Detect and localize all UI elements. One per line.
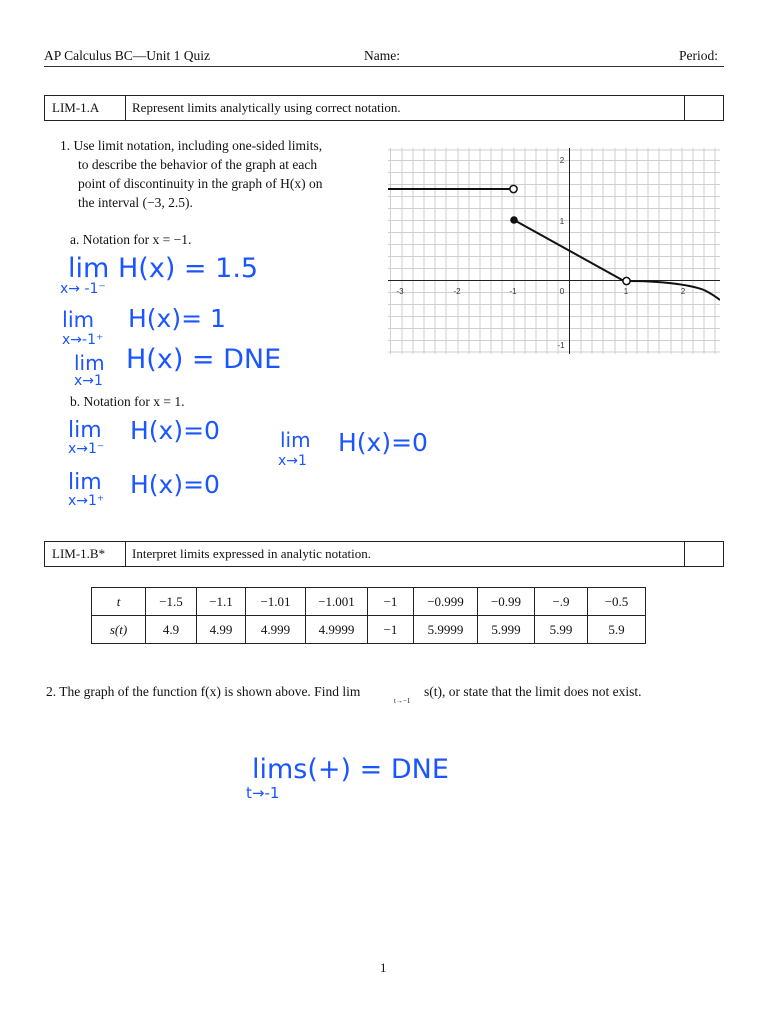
y-tick-label: 2 (559, 156, 565, 165)
period-label: Period: (679, 48, 718, 63)
answer-b3-sub: x→1 (278, 453, 307, 469)
answer-b1-lim: lim (68, 418, 102, 443)
answer-b2-sub: x→1⁺ (68, 493, 105, 509)
table-cell: −1.01 (246, 588, 306, 616)
x-tick-label: -2 (453, 287, 461, 296)
objective-description: Represent limits analytically using correct notation. (126, 96, 685, 120)
question-2-text-start: 2. The graph of the function f(x) is shown above. Find lim (46, 684, 361, 699)
answer-b3-lim: lim (280, 428, 311, 452)
table-cell: −0.99 (478, 588, 535, 616)
table-cell: s(t) (92, 616, 146, 644)
table-cell: t (92, 588, 146, 616)
answer-b3-expr: H(x)=0 (338, 428, 428, 457)
table-cell: 5.9999 (414, 616, 478, 644)
quiz-title: AP Calculus BC—Unit 1 Quiz (44, 48, 211, 63)
table-cell: 4.9999 (306, 616, 368, 644)
question-2-text-end: s(t), or state that the limit does not exist. (424, 684, 642, 699)
answer-b1-expr: H(x)=0 (130, 416, 220, 445)
table-cell: −1.1 (197, 588, 246, 616)
score-box (685, 96, 723, 120)
x-tick-label: 1 (623, 287, 629, 296)
table-cell: 4.999 (246, 616, 306, 644)
table-cell: 5.999 (478, 616, 535, 644)
part-b-prompt: b. Notation for x = 1. (70, 394, 185, 409)
answer-b2-expr: H(x)=0 (130, 470, 220, 499)
table-cell: −1 (368, 616, 414, 644)
table-cell: −1.5 (146, 588, 197, 616)
page-number: 1 (380, 960, 387, 975)
open-point-right (623, 277, 630, 284)
score-box (685, 542, 723, 566)
table-cell: −.9 (535, 588, 588, 616)
open-point-left (510, 185, 517, 192)
table-cell: −1.001 (306, 588, 368, 616)
question-2-lim-subscript: t→−1 (394, 697, 411, 705)
answer-a2-lim: lim (62, 308, 95, 332)
table-cell: 5.99 (535, 616, 588, 644)
h-curve-right (628, 281, 720, 300)
question-1-line-3: point of discontinuity in the graph of H(x) on (78, 176, 323, 191)
answer-a3-expr: H(x) = DNE (126, 344, 282, 375)
x-tick-label: 2 (680, 287, 686, 296)
question-1-line-2: to describe the behavior of the graph at each (78, 157, 318, 172)
table-cell: 5.9 (588, 616, 646, 644)
table-row (92, 616, 646, 644)
objective-code: LIM-1.A (45, 96, 126, 120)
answer-2-expr: lims(+) = DNE (252, 754, 449, 785)
closed-point (510, 216, 518, 224)
y-tick-label: 1 (559, 217, 565, 226)
answer-a2-sub: x→-1⁺ (62, 332, 104, 348)
question-1-line-4: the interval (−3, 2.5). (78, 195, 193, 210)
table-cell: 4.99 (197, 616, 246, 644)
table-cell: −0.5 (588, 588, 646, 616)
part-a-prompt: a. Notation for x = −1. (70, 232, 192, 247)
table-cell: −1 (368, 588, 414, 616)
objective-description: Interpret limits expressed in analytic notation. (126, 542, 685, 566)
answer-a2-expr: H(x)= 1 (128, 304, 226, 333)
answer-a3-sub: x→1 (74, 373, 103, 389)
y-tick-label: -1 (557, 341, 565, 350)
answer-a3-lim: lim (74, 351, 105, 375)
answer-2-sub: t→-1 (246, 784, 280, 802)
graph-grid (388, 148, 720, 354)
question-1-line-1: 1. Use limit notation, including one-sided limits, (60, 138, 323, 153)
answer-a1-sub: x→ -1⁻ (60, 281, 106, 297)
name-label: Name: (364, 48, 400, 63)
table-cell: 4.9 (146, 616, 197, 644)
x-tick-label: 0 (559, 287, 565, 296)
table-cell: −0.999 (414, 588, 478, 616)
answer-b1-sub: x→1⁻ (68, 441, 105, 457)
values-table (91, 587, 646, 644)
graph-h-of-x (388, 148, 720, 354)
x-tick-label: -3 (396, 287, 404, 296)
table-row (92, 588, 646, 616)
objective-code: LIM-1.B* (45, 542, 126, 566)
answer-a1-lim: lim (68, 253, 110, 284)
objective-row-lim-1b (44, 541, 724, 567)
answer-b2-lim: lim (68, 470, 102, 495)
objective-row-lim-1a (44, 95, 724, 121)
answer-a1-expr: H(x) = 1.5 (118, 253, 259, 284)
x-tick-label: -1 (509, 287, 517, 296)
header-rule (44, 66, 724, 67)
